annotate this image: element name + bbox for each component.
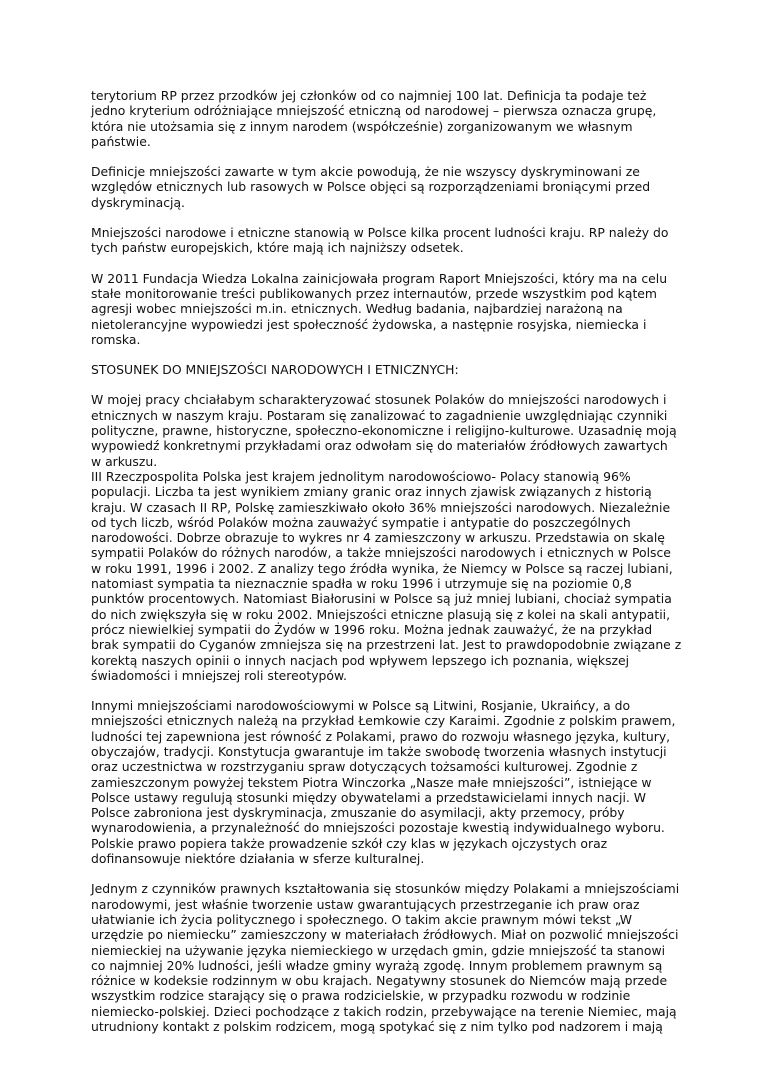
- text-line: romska.: [91, 331, 141, 347]
- text-line: Innymi mniejszościami narodowościowymi w Polsce są Litwini, Rosjanie, Ukraińcy, a do: [91, 698, 631, 714]
- text-line: od tych liczb, wśród Polaków można zauważyć sympatie i antypatie do poszczególnych: [91, 514, 631, 530]
- text-line: Polskie prawo popiera także prowadzenie szkół czy klas w językach ojczystych oraz: [91, 835, 608, 851]
- paragraph: [91, 881, 686, 1034]
- paragraph: [91, 164, 686, 210]
- text-line: tych państw europejskich, które mają ich najniższy odsetek.: [91, 240, 464, 256]
- text-line: nietolerancyjne wypowiedzi jest społeczność żydowska, a następnie rosyjska, niemiecka i: [91, 316, 647, 332]
- text-line: ludności tej zapewniona jest równość z Polakami, prawo do rozwoju własnego języka, kultury,: [91, 728, 671, 744]
- text-line: zamieszczonym powyżej tekstem Piotra Winczorka „Nasze małe mniejszości”, istniejące w: [91, 774, 652, 790]
- text-line: wypowiedź konkretnymi przykładami oraz odwołam się do materiałów źródłowych zawartych: [91, 438, 668, 454]
- text-line: populacji. Liczba ta jest wynikiem zmiany granic oraz innych zjawisk związanych z historią: [91, 484, 652, 500]
- paragraph: [91, 225, 686, 256]
- text-line: obyczajów, tradycji. Konstytucja gwarantuje im także swobodę tworzenia własnych instytucji: [91, 743, 667, 759]
- text-line: świadomości i mniejszej roli stereotypów.: [91, 667, 347, 683]
- text-line: stałe monitorowanie treści publikowanych przez internautów, przede wszystkim pod kątem: [91, 285, 657, 301]
- text-line: Polsce ustawy regulują stosunki między obywatelami a przedstawicielami innych nacji. W: [91, 789, 647, 805]
- text-line: w roku 1991, 1996 i 2002. Z analizy tego źródła wynika, że Niemcy w Polsce są raczej lubiani,: [91, 560, 673, 576]
- text-line: narodowymi, jest właśnie tworzenie ustaw gwarantujących przestrzeganie ich praw oraz: [91, 896, 640, 912]
- text-line: STOSUNEK DO MNIEJSZOŚCI NARODOWYCH I ETNICZNYCH:: [91, 362, 459, 378]
- paragraph: [91, 88, 686, 149]
- text-line: utrudniony kontakt z polskim rodzicem, mogą spotykać się z nim tylko pod nadzorem i mają: [91, 1019, 663, 1035]
- paragraph: [91, 469, 686, 683]
- text-line: ułatwianie ich życia politycznego i społecznego. O takim akcie prawnym mówi tekst „W: [91, 911, 632, 927]
- text-line: narodowości. Dobrze obrazuje to wykres nr 4 zamieszczony w arkuszu. Przedstawia on skalę: [91, 530, 665, 546]
- text-line: oraz uczestnictwa w rozstrzyganiu spraw dotyczących tożsamości kulturowej. Zgodnie z: [91, 759, 638, 775]
- text-line: państwie.: [91, 133, 151, 149]
- text-line: różnice w kodeksie rodzinnym w obu krajach. Negatywny stosunek do Niemców mają przede: [91, 973, 668, 989]
- text-line: natomiast sympatia ta nieznacznie spadła w roku 1996 i utrzymuje się na poziomie 0,8: [91, 576, 632, 592]
- text-line: względów etnicznych lub rasowych w Polsce objęci są rozporządzeniami broniącymi przed: [91, 179, 651, 195]
- document-page: [91, 88, 686, 1049]
- text-line: brak sympatii do Cyganów zmniejsza się na przestrzeni lat. Jest to prawdopodobnie związane z: [91, 637, 682, 653]
- text-line: W mojej pracy chciałabym scharakteryzować stosunek Polaków do mniejszości narodowych i: [91, 392, 667, 408]
- text-line: wszystkim rodzice starający się o prawa rodzicielskie, w przypadku rozwodu w rodzinie: [91, 988, 631, 1004]
- text-line: etnicznych w naszym kraju. Postaram się zanalizować to zagadnienie uwzględniając czynniki: [91, 407, 668, 423]
- text-line: kraju. W czasach II RP, Polskę zamieszkiwało około 36% mniejszości narodowych. Niezależnie: [91, 499, 671, 515]
- text-line: dofinansowuje niektóre działania w sferze kulturalnej.: [91, 851, 425, 867]
- paragraph: [91, 392, 686, 468]
- text-line: urzędzie po niemiecku” zamieszczony w materiałach źródłowych. Miał on pozwolić mniejszości: [91, 927, 679, 943]
- text-line: w arkuszu.: [91, 453, 158, 469]
- text-line: Jednym z czynników prawnych kształtowania się stosunków między Polakami a mniejszościami: [91, 881, 680, 897]
- text-line: wynarodowienia, a przynależność do mniejszości pozostaje kwestią indywidualnego wyboru.: [91, 820, 665, 836]
- text-line: jedno kryterium odróżniające mniejszość etniczną od narodowej – pierwsza oznacza grupę,: [91, 103, 657, 119]
- text-line: polityczne, prawne, historyczne, społeczno-ekonomiczne i religijno-kulturowe. Uzasadnię moją: [91, 423, 677, 439]
- text-line: terytorium RP przez przodków jej członków od co najmniej 100 lat. Definicja ta podaje też: [91, 88, 647, 103]
- text-line: dyskryminacją.: [91, 194, 186, 210]
- text-line: korektą naszych opinii o innych nacjach pod wpływem lepszego ich poznania, większej: [91, 652, 630, 668]
- text-line: Definicje mniejszości zawarte w tym akcie powodują, że nie wszyscy dyskryminowani ze: [91, 164, 640, 180]
- text-line: W 2011 Fundacja Wiedza Lokalna zainicjowała program Raport Mniejszości, który ma na celu: [91, 270, 668, 286]
- text-line: Mniejszości narodowe i etniczne stanowią w Polsce kilka procent ludności kraju. RP należy do: [91, 225, 669, 241]
- text-line: niemieckiej na używanie języka niemieckiego w urzędach gmin, gdzie mniejszość ta stanowi: [91, 942, 666, 958]
- text-line: III Rzeczpospolita Polska jest krajem jednolitym narodowościowo- Polacy stanowią 96%: [91, 468, 631, 484]
- text-line: do nich zwiększyła się w roku 2002. Mniejszości etniczne plasują się z kolei na skali antypatii,: [91, 606, 671, 622]
- section-heading: [91, 362, 686, 377]
- text-line: agresji wobec mniejszości m.in. etnicznych. Według badania, najbardziej narażoną na: [91, 301, 623, 317]
- paragraph: [91, 271, 686, 347]
- text-line: sympatii Polaków do różnych narodów, a także mniejszości narodowych i etnicznych w Polsce: [91, 545, 671, 561]
- paragraph: [91, 698, 686, 866]
- text-line: prócz niewielkiej sympatii do Żydów w 1996 roku. Można jednak zauważyć, że na przykład: [91, 621, 653, 637]
- text-line: Polsce zabroniona jest dyskryminacja, zmuszanie do asymilacji, akty przemocy, próby: [91, 805, 625, 821]
- text-line: mniejszości etnicznych należą na przykład Łemkowie czy Karaimi. Zgodnie z polskim prawem,: [91, 713, 676, 729]
- text-line: która nie utożsamia się z innym narodem (współcześnie) zorganizowanym we własnym: [91, 118, 633, 134]
- text-line: niemiecko-polskiej. Dzieci pochodzące z takich rodzin, przebywające na terenie Niemiec, mają: [91, 1003, 677, 1019]
- text-line: co najmniej 20% ludności, jeśli władze gminy wyrażą zgodę. Innym problemem prawnym są: [91, 957, 663, 973]
- text-line: punktów procentowych. Natomiast Białorusini w Polsce są już mniej lubiani, chociaż sympatia: [91, 591, 672, 607]
